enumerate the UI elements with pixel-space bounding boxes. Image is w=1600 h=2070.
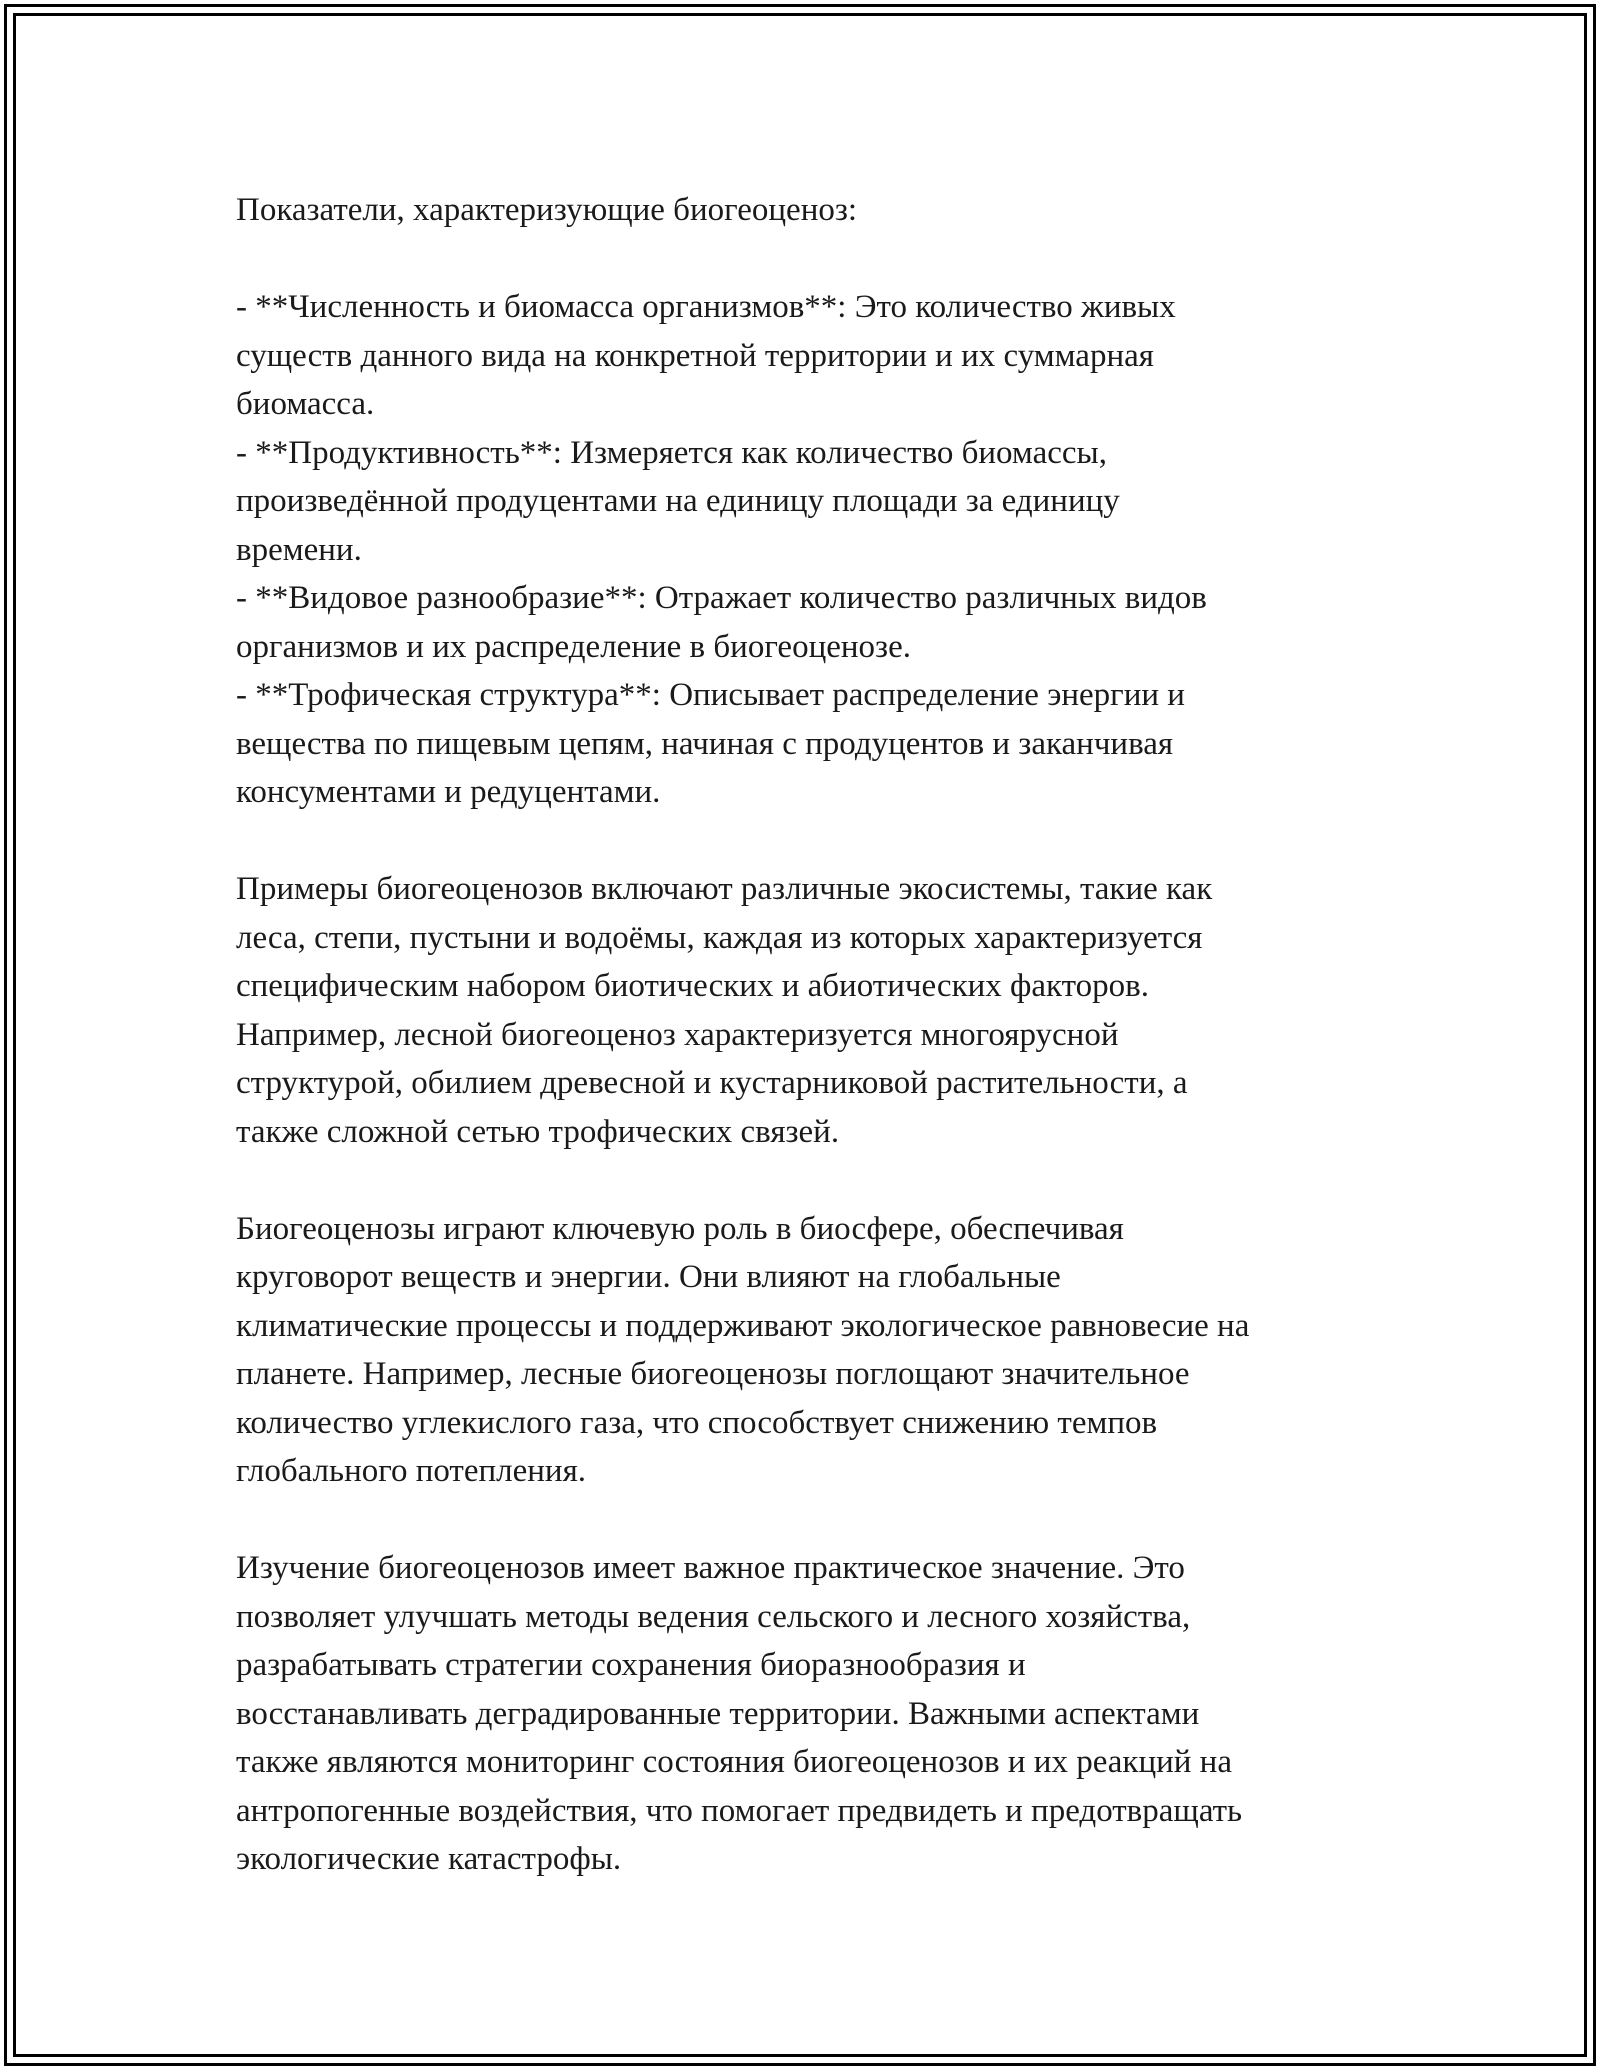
list-item: - **Численность и биомасса организмов**: Это количество живых существ данного вида на конкретной территории и их суммарная биомасса. <box>236 289 1176 422</box>
indicator-list <box>236 283 1396 817</box>
paragraph-examples: Примеры биогеоценозов включают различные экосистемы, такие как леса, степи, пустыни и водоёмы, каждая из которых характеризуется специфическим набором биотических и абиотических факторов. Например, лесной биогеоценоз характеризуется многоярусной структурой, обилием древесной и кустарниковой растительности, а также сложной сетью трофических связей. <box>236 871 1213 1150</box>
paragraph-role: Биогеоценозы играют ключевую роль в биосфере, обеспечивая круговорот веществ и энергии. Они влияют на глобальные климатические процессы и поддерживают экологическое равновесие на планете. Например, лесные биогеоценозы поглощают значительное количество углекислого газа, что способствует снижению темпов глобального потепления. <box>236 1210 1250 1489</box>
intro-text: Показатели, характеризующие биогеоценоз: <box>236 192 858 228</box>
list-item: - **Видовое разнообразие**: Отражает количество различных видов организмов и их распределение в биогеоценозе. <box>236 580 1207 665</box>
paragraph-gap <box>236 1496 1396 1545</box>
list-item: - **Продуктивность**: Измеряется как количество биомассы, произведённой продуцентами на единицу площади за единицу времени. <box>236 434 1120 568</box>
paragraph-study: Изучение биогеоценозов имеет важное практическое значение. Это позволяет улучшать методы ведения сельского и лесного хозяйства, разрабатывать стратегии сохранения биоразнообразия и восстанавливать деградированные территории. Важными аспектами также являются мониторинг состояния биогеоценозов и их реакций на антропогенные воздействия, что помогает предвидеть и предотвращать экологические катастрофы. <box>236 1550 1243 1877</box>
document-body <box>236 186 1396 1884</box>
paragraph-gap <box>236 1156 1396 1205</box>
paragraph-gap <box>236 817 1396 866</box>
paragraph-gap <box>236 235 1396 284</box>
list-item: - **Трофическая структура**: Описывает распределение энергии и вещества по пищевым цепям, начиная с продуцентов и заканчивая консументами и редуцентами. <box>236 677 1185 810</box>
